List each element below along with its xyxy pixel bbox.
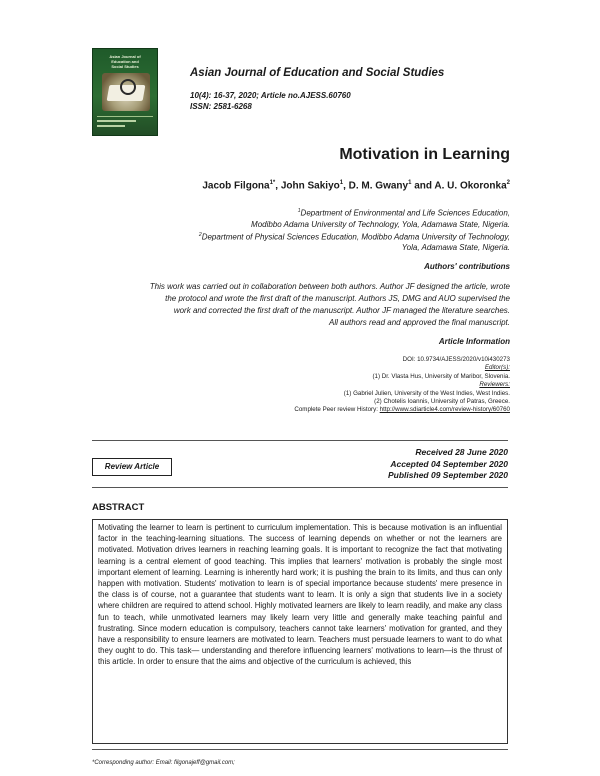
journal-issn: ISSN: 2581-6268 bbox=[190, 102, 252, 111]
article-info-heading: Article Information bbox=[438, 337, 510, 346]
journal-cover-image bbox=[92, 48, 158, 136]
cover-footer bbox=[97, 116, 153, 131]
cover-illustration bbox=[102, 73, 150, 111]
review-history-link[interactable]: http://www.sdiarticle4.com/review-history/60760 bbox=[379, 406, 510, 414]
divider bbox=[92, 440, 508, 441]
page-title: Motivation in Learning bbox=[339, 146, 510, 163]
abstract-box bbox=[92, 519, 508, 744]
cover-title: Asian Journal of Education and Social Studies bbox=[109, 54, 141, 69]
author-name: John Sakiyo bbox=[280, 180, 340, 192]
editor-label: Editor(s): bbox=[484, 364, 510, 372]
author-list: Jacob Filgona$^{1*}$, John Sakiyo$^1$, D. M. Gwany$^1$ and A. U. Okoronka$^2$ bbox=[202, 180, 510, 192]
article-type-badge: Review Article bbox=[92, 458, 172, 476]
contributions-heading: Authors' contributions bbox=[424, 262, 510, 271]
divider bbox=[92, 487, 508, 488]
publication-dates: Received 28 June 2020 Accepted 04 September 2020 Published 09 September 2020 bbox=[388, 447, 508, 480]
journal-volume: 10(4): 16-37, 2020; Article no.AJESS.60760 bbox=[190, 91, 351, 100]
footnote-divider bbox=[92, 749, 508, 750]
author-name: A. U. Okoronka bbox=[434, 180, 507, 192]
affiliations: $^1$Department of Environmental and Life Sciences Education, Modibbo Adama University of Technology, Yola, Adamawa State, Nigeria. $^2$Department of Physical Sciences Education, Modibbo Adama University of Technology, Yola, Adamawa State, Nigeria. bbox=[198, 208, 510, 253]
corresponding-author-footnote: *Corresponding author: Email: filgonajeff@gmail.com; bbox=[92, 760, 235, 766]
reviewer: (2) Chotelis Ioannis, University of Patras, Greece. bbox=[374, 398, 510, 406]
abstract-heading: ABSTRACT bbox=[92, 502, 145, 513]
editor: (1) Dr. Vlasta Hus, University of Maribor, Slovenia. bbox=[372, 372, 510, 380]
contributions-text: This work was carried out in collaboration between both authors. Author JF designed the article, wrote the protocol and wrote the first draft of the manuscript. Authors JS, DMG and AUO supervised the work and corrected the first draft of the manuscript. Author JF managed the literature searches. All authors read and approved the final manuscript. bbox=[149, 282, 510, 327]
article-info: DOI: 10.9734/AJESS/2020/v10i430273 Editor(s): (1) Dr. Vlasta Hus, University of Maribor, Slovenia. Reviewers: (1) Gabriel Julien, University of the West Indies, West Indies. (2) Chotelis Ioannis, University of Patras, Greece. Complete Peer review History: http://www.sdiarticle4.com/review-history/60760 bbox=[90, 356, 510, 415]
doi: DOI: 10.9734/AJESS/2020/v10i430273 bbox=[402, 356, 510, 363]
journal-name: Asian Journal of Education and Social Studies bbox=[190, 67, 445, 79]
reviewer: (1) Gabriel Julien, University of the West Indies, West Indies. bbox=[343, 389, 510, 397]
reviewers-label: Reviewers: bbox=[479, 381, 510, 389]
abstract-text: Motivating the learner to learn is pertinent to curriculum implementation. This is because motivation is an influential factor in the teaching-learning situations. The success of learning depends on whether or not the learners are motivated. Motivation drives learners in reaching learning goals. It is important to recognize the fact that motivating learning is a central element of good teaching. This implies that learners' motivation is probably the single most important element of learning. Learning is inherently hard work; it is pushing the brain to its limits, and thus can only happen with motivation. Students' motivation to learn is of special importance because students' mere presence in the class is of course, not a guarantee that students want to learn. It is only a sign that students live in a society where children are required to attend school. Highly motivated learners are likely to learn readily, and make any class fun to teach, while unmotivated learners may likely learn very little and generally make teaching painful and frustrating. Since modern education is compulsory, teachers cannot take learners' motivation for granted, and they have a responsibility to ensure learners are motivated to learn. Teachers must persuade learners to want to do what they ought to do. This task— understanding and therefore influencing learners' motivations to learn—is the thrust of this article. In order to ensure that the aims and objective of the curriculum is achieved, this bbox=[98, 523, 502, 667]
author-name: D. M. Gwany bbox=[348, 180, 409, 192]
author-name: Jacob Filgona bbox=[202, 180, 270, 192]
